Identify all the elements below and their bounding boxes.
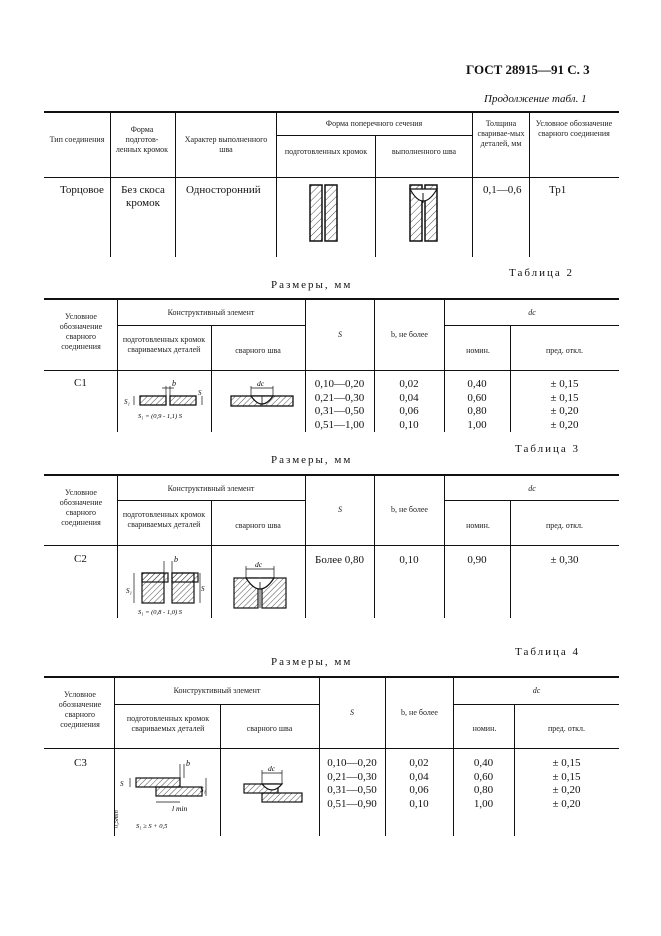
table-cell-value: 0,10 [399,418,419,431]
t3-header-element: Конструктивный элемент [167,484,255,493]
t4-header-designation: Условное обозначение сварного соединения [58,690,102,729]
table-cell-value: 0,60 [467,391,487,404]
t4-col-s [319,757,385,811]
t3-col-nom [444,554,510,568]
t2-col-b [374,378,444,432]
table-cell-value: 0,80 [473,784,494,796]
t1-header-cross-section: Форма поперечного сечения [325,119,423,128]
table-cell-value: 1,00 [473,797,494,810]
table-cell-value: ± 0,15 [550,391,579,404]
t3-header-nom: номин. [466,521,490,530]
table-cell-value: ± 0,30 [550,554,579,566]
table-cell-value: 0,10 [409,797,429,810]
table-cell-value: 0,02 [409,757,429,769]
t3-header-designation: Условное обозначение сварного соединения [59,488,103,527]
t2-header-s: S [338,330,342,339]
t1-row-character: Односторонний [186,184,261,196]
t2-formula: S₁ = (0,9 - 1,1) S [138,413,183,420]
t4-col-b [385,757,453,811]
t4-col-tol [514,757,619,811]
t3-weld-drawing [228,560,298,616]
t3-formula: S₁ = (0,8 - 1,0) S [138,609,183,616]
t2-header-designation: Условное обозначение сварного соединения [59,312,103,351]
t4-header-tol: пред. откл. [547,724,586,733]
svg-text:dc: dc [255,560,263,569]
table-cell-value: Более 0,80 [315,554,364,566]
t3-header-d: dc [528,484,536,493]
svg-text:S₁: S₁ [200,786,206,794]
t2-dims-title: Размеры, мм [271,279,353,291]
t1-prepared-edges-drawing [300,183,350,245]
table-cell-value: 0,90 [467,554,487,566]
table-cell-value: 0,60 [473,770,494,783]
t1-header-completed: выполненного шва [391,147,457,156]
t2-weld-drawing [225,378,301,418]
t1-header-prepared: подготовленных кромок [284,147,368,156]
t2-header-d: dc [528,308,536,317]
t4-caption: Таблица 4 [515,646,581,658]
t2-caption: Таблица 2 [509,267,575,279]
table-cell-value: 0,51—1,00 [314,418,365,431]
svg-text:b: b [174,555,178,564]
t4-weld-drawing [238,762,308,808]
table-cell-value: 0,04 [399,391,419,404]
table-cell-value: 0,06 [409,784,429,796]
t4-formula: S₁ ≥ S + 0,5 [136,823,168,830]
table-cell-value: 0,02 [399,378,419,390]
t3-header-weld: сварного шва [235,521,281,530]
t4-header-element: Конструктивный элемент [173,686,261,695]
table-cell-value: ± 0,15 [550,378,579,390]
t1-header-form: Форма подготов-ленных кромок [115,125,169,154]
t4-dims-title: Размеры, мм [271,656,353,668]
t1-row-designation: Тр1 [549,184,567,196]
t4-lmin: l min [172,804,188,813]
table-cell-value: 0,51—0,90 [327,797,377,810]
t1-row-type: Торцовое [60,184,104,196]
t2-header-b: b, не более [391,330,428,339]
table-cell-value: 0,31—0,50 [314,405,365,417]
table-cell-value: ± 0,20 [550,418,579,431]
t3-header-s: S [338,505,342,514]
t3-prepared-drawing [124,553,208,617]
svg-text:S₁: S₁ [126,587,132,595]
t4-col-nom [453,757,514,811]
t3-col-tol [510,554,619,568]
svg-text:S: S [120,780,124,788]
table-cell-value: 0,21—0,30 [314,391,365,404]
t1-header-character: Характер выполненного шва [184,135,268,154]
t4-header-nom: номин. [472,724,497,733]
t2-prepared-drawing [122,376,208,428]
t1-header-designation: Условное обозначение сварного соединения [535,119,613,138]
t2-col-tol [510,378,619,432]
t1-row-thickness: 0,1—0,6 [483,184,522,196]
t2-header-prepared: подготовленных кромок свариваемых деталей [122,335,206,354]
table-cell-value: 0,31—0,50 [327,784,377,796]
table-cell-value: 1,00 [467,418,487,431]
svg-text:S: S [201,585,205,593]
svg-text:dc: dc [257,379,265,388]
table-cell-value: ± 0,20 [552,797,581,810]
table-cell-value: 0,80 [467,405,487,417]
table-cell-value: 0,21—0,30 [327,770,377,783]
t3-dims-title: Размеры, мм [271,454,353,466]
svg-text:S: S [198,389,202,397]
t4-header-weld: сварного шва [246,724,293,733]
table-cell-value: 0,10—0,20 [327,757,377,769]
t2-row-designation: С1 [74,377,87,389]
svg-text:S₁: S₁ [124,398,130,406]
t3-header-tol: пред. откл. [545,521,584,530]
t1-row-form: Без скоса кромок [121,184,165,209]
t1-header-thickness: Толщина сваривае-мых деталей, мм [477,119,525,148]
t3-header-b: b, не более [391,505,428,514]
table-cell-value: 0,10 [399,554,419,566]
svg-text:b: b [172,379,176,388]
t3-header-prepared: подготовленных кромок свариваемых деталей [122,510,206,529]
table-cell-value: 0,40 [473,757,494,769]
t1-completed-weld-drawing [400,183,450,245]
table-cell-value: 0,06 [399,405,419,417]
t4-header-prepared: подготовленных кромок свариваемых деталей [126,714,210,733]
t4-header-b: b, не более [401,708,438,717]
t2-col-nom [444,378,510,432]
t4-row-designation: С3 [74,757,87,769]
t2-header-weld: сварного шва [235,346,281,355]
t2-col-s [305,378,374,432]
t2-header-element: Конструктивный элемент [167,308,255,317]
t4-side: 0,5min [113,810,120,828]
table-cell-value: ± 0,20 [552,784,581,796]
table-cell-value: ± 0,20 [550,405,579,417]
table-cell-value: ± 0,15 [552,770,581,783]
t3-row-designation: С2 [74,553,87,565]
t4-header-d: dc [532,686,541,695]
t4-prepared-drawing [112,756,218,834]
t3-col-s [305,554,374,568]
svg-text:dc: dc [268,764,276,773]
t3-caption: Таблица 3 [515,443,581,455]
t4-header-s: S [350,708,354,717]
svg-text:b: b [186,759,190,768]
table-cell-value: ± 0,15 [552,757,581,769]
page-header: ГОСТ 28915—91 С. 3 [466,62,590,77]
t3-col-b [374,554,444,568]
table-cell-value: 0,10—0,20 [314,378,365,390]
t1-header-type: Тип соединения [49,135,105,144]
table-cell-value: 0,40 [467,378,487,390]
t2-header-nom: номин. [466,346,490,355]
continuation-label: Продолжение табл. 1 [484,93,587,105]
t2-header-tol: пред. откл. [545,346,584,355]
table-cell-value: 0,04 [409,770,429,783]
